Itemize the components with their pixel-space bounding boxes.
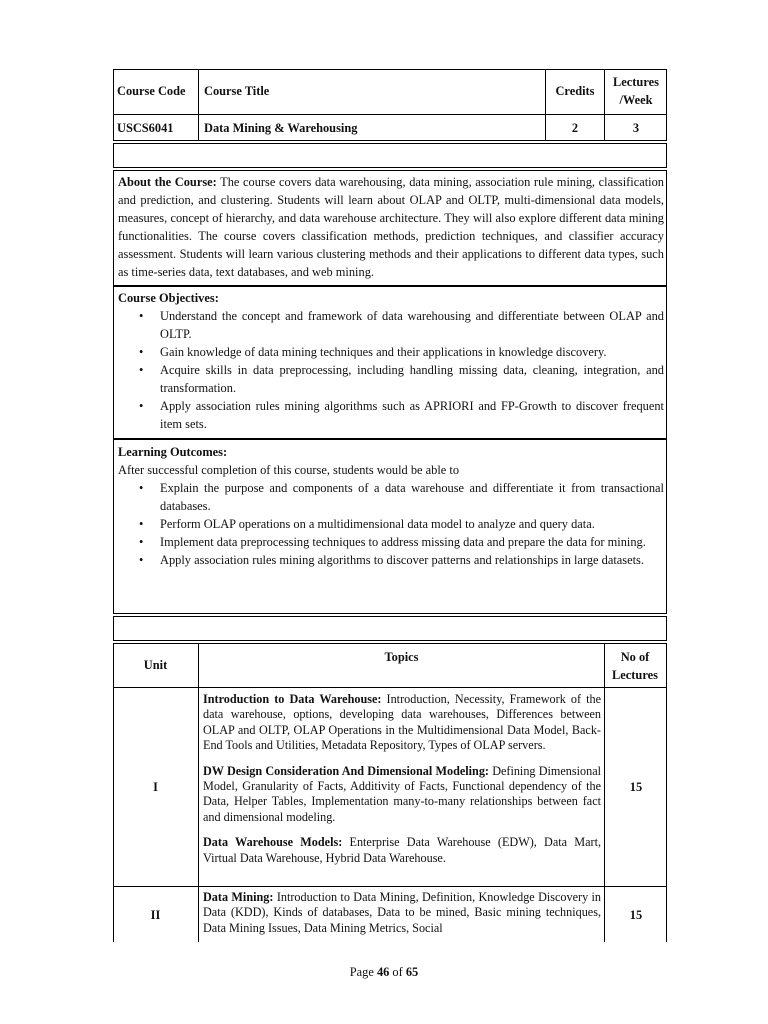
header-lectures-week: Lectures /Week xyxy=(613,75,659,107)
topic-entry xyxy=(203,835,601,866)
header-unit: Unit xyxy=(143,658,168,672)
unit-topics xyxy=(203,890,601,942)
spacer-row xyxy=(113,616,667,641)
units-table-header-divider xyxy=(113,687,667,688)
unit-lectures: 15 xyxy=(629,908,643,922)
header-course-code: Course Code xyxy=(117,84,186,98)
topic-title: Introduction to Data Warehouse: xyxy=(203,692,382,706)
header-course-title: Course Title xyxy=(204,84,270,98)
page-current: 46 xyxy=(376,965,390,979)
outcomes-heading: Learning Outcomes: xyxy=(118,445,228,459)
topic-title: DW Design Consideration And Dimensional Modeling: xyxy=(203,763,489,778)
objectives-block xyxy=(118,289,664,433)
outcomes-list xyxy=(118,479,664,569)
spacer-row xyxy=(113,143,667,168)
topic-text: Defining Dimensional Model, Granularity of Facts, Additivity of Facts, Functional dependency of the Data, Helper Tables, Implementation many-to-many relationships between fact and dimensional modeling. xyxy=(203,763,601,824)
unit-topics xyxy=(203,692,601,876)
course-table-row-divider xyxy=(113,114,667,115)
course-lectures-week: 3 xyxy=(632,121,640,135)
topic-entry xyxy=(203,764,601,826)
topic-entry xyxy=(203,890,601,936)
page-number xyxy=(0,965,768,980)
list-item: • Gain knowledge of data mining techniques and their applications in knowledge discovery. xyxy=(118,343,664,361)
topic-text: Enterprise Data Warehouse (EDW), Data Mart, Virtual Data Warehouse, Hybrid Data Warehouse. xyxy=(203,835,601,865)
unit-number: II xyxy=(150,908,161,922)
list-item: • Perform OLAP operations on a multidimensional data model to analyze and query data. xyxy=(118,515,664,533)
about-text: The course covers data warehousing, data mining, association rule mining, classification and prediction, and clustering. Students will learn about OLAP and OLTP, multi-dimensional data models, measures, concept of hierarchy, and data warehouse architecture. They will also explore different data mining functionalities. The course covers classification methods, prediction techniques, and classifier accuracy assessment. Students will learn various clustering methods and their applications to different data types, such as time-series data, text databases, and web mining. xyxy=(118,175,664,279)
topic-title: Data Mining: xyxy=(203,890,274,904)
topic-text: Introduction, Necessity, Framework of the data warehouse, options, developing data warehouses, Differences between OLAP and OLTP, OLAP Operations in the Multidimensional Data Model, Back-End Tools and Utilities, Metadata Repository, Types of OLAP servers. xyxy=(203,692,602,753)
unit-number: I xyxy=(153,780,158,794)
list-item: • Acquire skills in data preprocessing, including handling missing data, cleaning, integration, and transformation. xyxy=(118,361,664,397)
topic-text: Introduction to Data Mining, Definition, Knowledge Discovery in Data (KDD), Kinds of databases, Data to be mined, Basic mining techniques, Data Mining Issues, Data Mining Metrics, Social xyxy=(203,890,601,935)
list-item: • Implement data preprocessing techniques to address missing data and prepare the data for mining. xyxy=(118,533,664,551)
page-sep: of xyxy=(389,965,406,979)
course-title: Data Mining & Warehousing xyxy=(204,121,358,135)
header-no-of-lectures: No of Lectures xyxy=(612,650,658,682)
list-item: • Apply association rules mining algorithms such as APRIORI and FP-Growth to discover frequent item sets. xyxy=(118,397,664,433)
course-table-col-divider xyxy=(198,69,199,141)
course-credits: 2 xyxy=(571,121,579,135)
course-code: USCS6041 xyxy=(117,121,174,135)
header-topics: Topics xyxy=(384,650,419,664)
topic-entry xyxy=(203,692,601,754)
list-item: • Apply association rules mining algorithms to discover patterns and relationships in large datasets. xyxy=(118,551,664,569)
list-item: • Understand the concept and framework of data warehousing and differentiate between OLAP and OLTP. xyxy=(118,307,664,343)
page-total: 65 xyxy=(405,965,419,979)
header-credits: Credits xyxy=(555,84,595,98)
page-prefix: Page xyxy=(349,965,377,979)
unit-lectures: 15 xyxy=(629,780,643,794)
outcomes-block xyxy=(118,443,664,569)
outcomes-intro: After successful completion of this course, students would be able to xyxy=(118,463,460,477)
list-item: • Explain the purpose and components of a data warehouse and differentiate it from transactional databases. xyxy=(118,479,664,515)
topic-title: Data Warehouse Models: xyxy=(203,835,343,850)
about-paragraph xyxy=(118,173,664,281)
objectives-list xyxy=(118,307,664,433)
objectives-heading: Course Objectives: xyxy=(118,291,219,305)
about-label: About the Course: xyxy=(118,175,217,189)
units-table-row-divider xyxy=(113,886,667,887)
units-table-col-divider xyxy=(198,643,199,942)
